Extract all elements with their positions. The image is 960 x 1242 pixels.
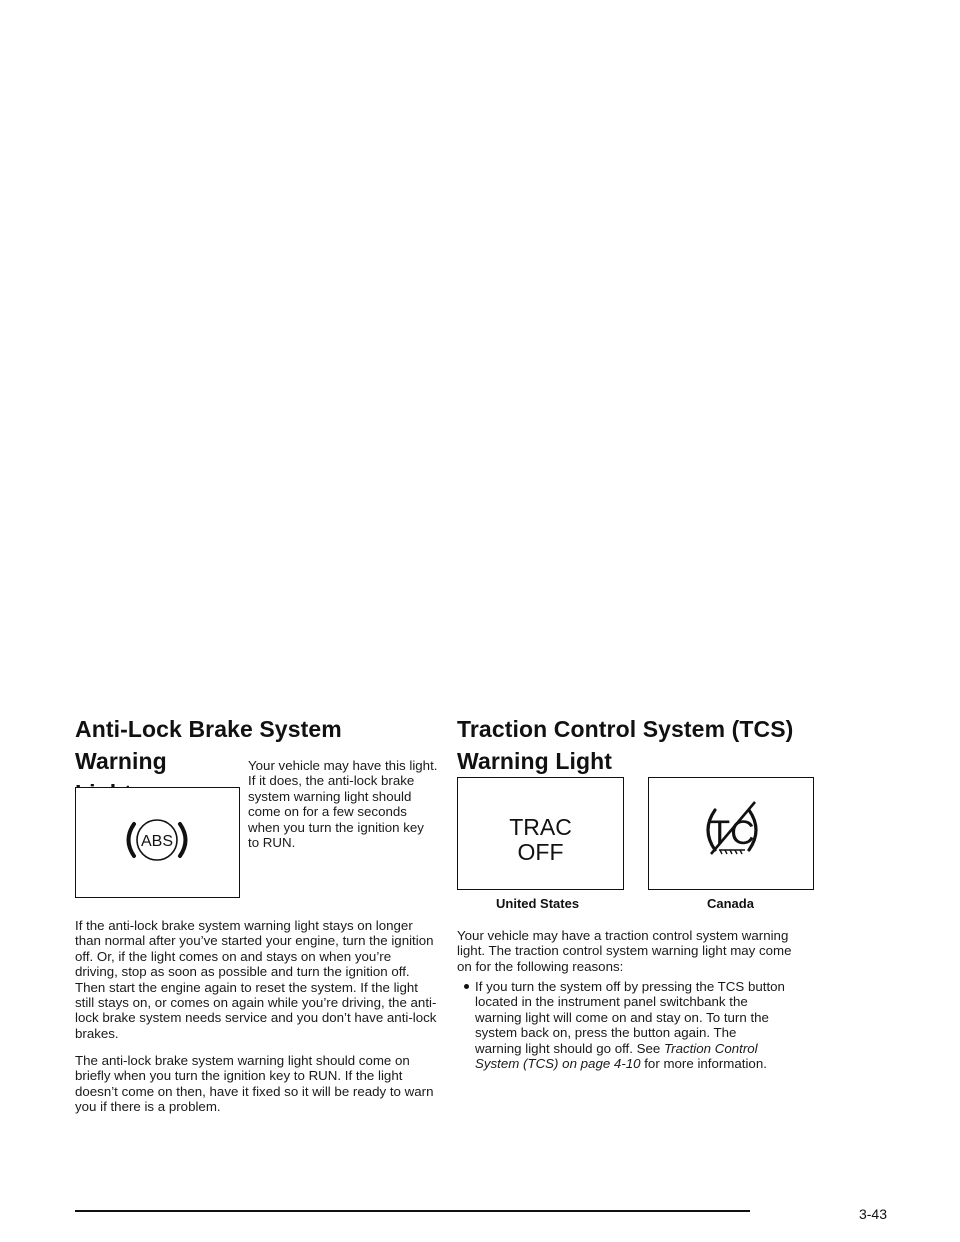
trac-off-line1: TRAC	[509, 814, 572, 840]
traction-control-icon	[649, 778, 812, 888]
abs-intro-text: Your vehicle may have this light. If it does, the anti-lock brake system warning light should come on for a few seconds when you turn the ignition key to RUN.	[248, 758, 438, 851]
abs-warning-light-figure	[75, 787, 240, 898]
abs-heading-line1: Anti-Lock Brake System Warning	[75, 716, 342, 774]
tcs-bullet-1-tail: for more information.	[640, 1056, 767, 1072]
abs-paragraph-1: If the anti-lock brake system warning light stays on longer than normal after you’ve started your engine, turn the ignition off. Or, if the light comes on and stays on when you’re driving, stop as soon as possible and turn the ignition off. Then start the engine again to reset the system. If the light still stays on, or comes on again while you’re driving, the anti-lock brake system needs service and you don’t have anti-lock brakes.	[75, 918, 437, 1041]
caption-united-states: United States	[496, 896, 580, 911]
tcs-intro-text: Your vehicle may have a traction control system warning light. The traction control system warning light may come on for the following reasons:	[457, 928, 792, 974]
abs-paragraph-2: The anti-lock brake system warning light should come on briefly when you turn the ignition key to RUN. If the light doesn’t come on then, have it fixed so it will be ready to warn you if there is a problem.	[75, 1053, 434, 1115]
caption-canada: Canada	[707, 896, 754, 911]
tcs-bullet-1-body: If you turn the system off by pressing the TCS button located in the instrument panel switchbank the warning light will come on and stay on. To turn the system back on, press the button again. The warning light should go off. See	[475, 979, 785, 1056]
page-number: 3-43	[858, 1206, 887, 1222]
canada-tc-figure	[648, 777, 814, 890]
tcs-bullet-1-text	[464, 979, 785, 1071]
footer-rule	[75, 1210, 750, 1212]
tcs-heading-line2: Warning Light	[457, 748, 613, 774]
trac-off-figure	[457, 777, 624, 890]
trac-off-icon	[458, 815, 623, 865]
tcs-page-reference-link[interactable]: Traction Control System (TCS) on page 4-10	[475, 1040, 758, 1072]
tcs-bullet-1	[464, 979, 809, 1071]
tcs-heading-line1: Traction Control System (TCS)	[457, 716, 794, 742]
trac-off-line2: OFF	[517, 839, 564, 865]
tcs-heading	[457, 713, 877, 777]
traction-control-icon-label: TC	[709, 814, 755, 852]
abs-icon-label: ABS	[140, 833, 174, 850]
abs-icon	[76, 788, 238, 896]
